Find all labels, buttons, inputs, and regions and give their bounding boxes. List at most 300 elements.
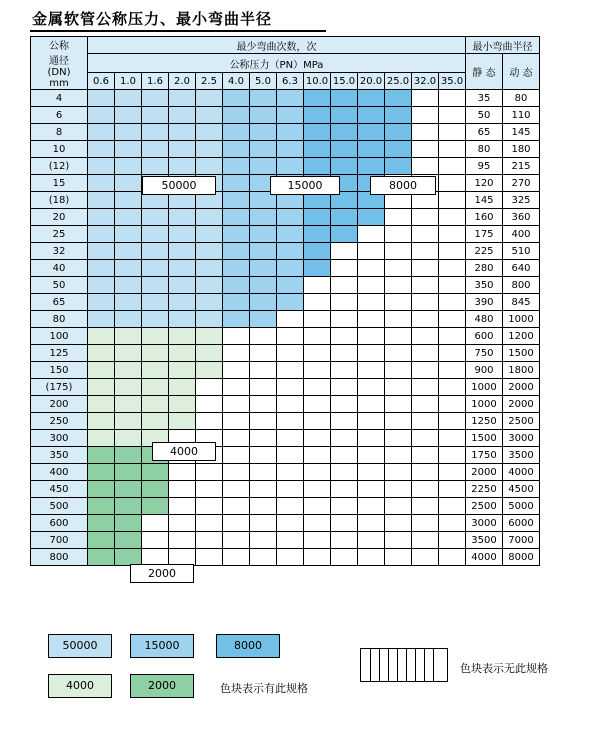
cell-available — [196, 209, 223, 226]
table-body — [31, 90, 540, 566]
header-row-pn-values — [31, 73, 540, 90]
header-pn-value: 15.0 — [331, 73, 358, 90]
table-row — [31, 481, 540, 498]
table-row — [31, 362, 540, 379]
cell-available — [358, 141, 385, 158]
cell-unavailable — [412, 243, 439, 260]
cell-available — [142, 209, 169, 226]
cell-unavailable — [358, 498, 385, 515]
cell-unavailable — [223, 362, 250, 379]
cell-available — [115, 447, 142, 464]
cell-unavailable — [439, 549, 466, 566]
cell-available — [304, 243, 331, 260]
cell-available — [250, 124, 277, 141]
cell-available — [115, 277, 142, 294]
header-pn-value: 2.0 — [169, 73, 196, 90]
cell-unavailable — [331, 447, 358, 464]
cell-dn: 20 — [31, 209, 88, 226]
cell-unavailable — [412, 209, 439, 226]
cell-unavailable — [223, 328, 250, 345]
cell-unavailable — [277, 362, 304, 379]
cell-radius-static: 120 — [466, 175, 503, 192]
cell-unavailable — [223, 396, 250, 413]
cell-radius-static: 65 — [466, 124, 503, 141]
cell-unavailable — [196, 464, 223, 481]
cell-unavailable — [439, 328, 466, 345]
cell-unavailable — [439, 481, 466, 498]
legend-swatch-none — [360, 648, 448, 682]
cell-unavailable — [358, 277, 385, 294]
cell-unavailable — [358, 260, 385, 277]
cell-radius-dynamic: 2000 — [503, 379, 540, 396]
cell-available — [385, 124, 412, 141]
cell-unavailable — [304, 532, 331, 549]
cell-unavailable — [277, 447, 304, 464]
cell-unavailable — [331, 549, 358, 566]
cell-available — [277, 209, 304, 226]
cell-unavailable — [439, 175, 466, 192]
legend-swatch-8000: 8000 — [216, 634, 280, 658]
cell-available — [115, 294, 142, 311]
cell-dn: 350 — [31, 447, 88, 464]
header-pn-value: 1.6 — [142, 73, 169, 90]
cell-unavailable — [439, 90, 466, 107]
cell-unavailable — [223, 481, 250, 498]
cell-unavailable — [412, 260, 439, 277]
cell-unavailable — [439, 158, 466, 175]
cell-available — [250, 90, 277, 107]
cell-unavailable — [412, 277, 439, 294]
cell-unavailable — [331, 362, 358, 379]
cell-radius-static: 160 — [466, 209, 503, 226]
cell-radius-dynamic: 325 — [503, 192, 540, 209]
header-radius-dynamic: 动 态 — [503, 54, 540, 90]
cell-unavailable — [412, 226, 439, 243]
cell-unavailable — [331, 277, 358, 294]
cell-available — [169, 141, 196, 158]
cell-unavailable — [385, 209, 412, 226]
cell-available — [196, 226, 223, 243]
header-pn-value: 25.0 — [385, 73, 412, 90]
header-dn-line-2: 通径 — [49, 56, 69, 67]
cell-dn: 8 — [31, 124, 88, 141]
cell-radius-static: 175 — [466, 226, 503, 243]
cell-available — [115, 498, 142, 515]
cell-available — [142, 328, 169, 345]
table-row — [31, 413, 540, 430]
cell-radius-dynamic: 215 — [503, 158, 540, 175]
cell-available — [169, 379, 196, 396]
cell-available — [115, 379, 142, 396]
cell-unavailable — [439, 209, 466, 226]
cell-available — [88, 243, 115, 260]
cell-unavailable — [412, 379, 439, 396]
cell-unavailable — [412, 294, 439, 311]
cell-unavailable — [358, 515, 385, 532]
cell-unavailable — [385, 498, 412, 515]
cell-available — [304, 158, 331, 175]
cell-unavailable — [358, 481, 385, 498]
cell-unavailable — [142, 515, 169, 532]
cell-available — [88, 90, 115, 107]
cell-radius-static: 280 — [466, 260, 503, 277]
cell-available — [169, 413, 196, 430]
cell-dn: 250 — [31, 413, 88, 430]
cell-unavailable — [223, 430, 250, 447]
cell-available — [169, 294, 196, 311]
cell-dn: 500 — [31, 498, 88, 515]
cell-radius-dynamic: 2000 — [503, 396, 540, 413]
cell-unavailable — [412, 345, 439, 362]
cell-available — [304, 124, 331, 141]
cell-available — [88, 396, 115, 413]
table-row — [31, 158, 540, 175]
cell-available — [142, 413, 169, 430]
cell-unavailable — [169, 515, 196, 532]
cell-available — [223, 192, 250, 209]
cell-dn: 300 — [31, 430, 88, 447]
cell-dn: 50 — [31, 277, 88, 294]
cell-unavailable — [304, 481, 331, 498]
cell-unavailable — [250, 447, 277, 464]
cell-radius-dynamic: 845 — [503, 294, 540, 311]
cell-unavailable — [439, 413, 466, 430]
cell-available — [358, 158, 385, 175]
cell-available — [88, 209, 115, 226]
cell-unavailable — [304, 447, 331, 464]
cell-unavailable — [304, 345, 331, 362]
cell-dn: (175) — [31, 379, 88, 396]
legend-swatch-15000: 15000 — [130, 634, 194, 658]
cell-available — [115, 362, 142, 379]
cell-available — [196, 158, 223, 175]
cell-available — [385, 90, 412, 107]
cell-radius-static: 1250 — [466, 413, 503, 430]
cell-unavailable — [250, 396, 277, 413]
cell-available — [88, 141, 115, 158]
header-pn-value: 1.0 — [115, 73, 142, 90]
cell-available — [169, 209, 196, 226]
cell-available — [277, 226, 304, 243]
cell-radius-static: 35 — [466, 90, 503, 107]
cell-unavailable — [385, 328, 412, 345]
cell-available — [385, 107, 412, 124]
header-dn — [31, 37, 88, 90]
cell-available — [250, 226, 277, 243]
cell-unavailable — [385, 549, 412, 566]
cell-radius-dynamic: 180 — [503, 141, 540, 158]
cell-unavailable — [385, 379, 412, 396]
cell-unavailable — [304, 396, 331, 413]
cell-unavailable — [304, 464, 331, 481]
cell-unavailable — [412, 498, 439, 515]
cell-available — [250, 107, 277, 124]
cell-unavailable — [385, 430, 412, 447]
cell-unavailable — [385, 447, 412, 464]
cell-available — [142, 396, 169, 413]
cell-available — [115, 243, 142, 260]
overlay-8000: 8000 — [370, 176, 436, 195]
cell-unavailable — [439, 243, 466, 260]
cell-available — [142, 124, 169, 141]
cell-unavailable — [277, 481, 304, 498]
cell-unavailable — [331, 260, 358, 277]
cell-available — [196, 345, 223, 362]
cell-unavailable — [439, 379, 466, 396]
cell-dn: 450 — [31, 481, 88, 498]
cell-available — [223, 243, 250, 260]
cell-unavailable — [196, 396, 223, 413]
cell-radius-dynamic: 80 — [503, 90, 540, 107]
cell-available — [277, 107, 304, 124]
spec-table — [30, 36, 540, 566]
cell-available — [331, 107, 358, 124]
cell-unavailable — [331, 311, 358, 328]
cell-available — [88, 124, 115, 141]
cell-unavailable — [439, 260, 466, 277]
cell-available — [196, 260, 223, 277]
cell-radius-dynamic: 7000 — [503, 532, 540, 549]
cell-radius-static: 1000 — [466, 396, 503, 413]
cell-available — [223, 311, 250, 328]
cell-available — [115, 226, 142, 243]
cell-available — [142, 464, 169, 481]
cell-unavailable — [385, 396, 412, 413]
cell-radius-dynamic: 1000 — [503, 311, 540, 328]
table-row — [31, 260, 540, 277]
cell-radius-dynamic: 110 — [503, 107, 540, 124]
cell-dn: 400 — [31, 464, 88, 481]
cell-radius-dynamic: 2500 — [503, 413, 540, 430]
cell-available — [169, 362, 196, 379]
cell-unavailable — [439, 464, 466, 481]
cell-unavailable — [385, 345, 412, 362]
cell-available — [142, 362, 169, 379]
cell-unavailable — [331, 328, 358, 345]
cell-unavailable — [385, 311, 412, 328]
cell-radius-static: 1750 — [466, 447, 503, 464]
cell-available — [142, 90, 169, 107]
cell-radius-static: 2250 — [466, 481, 503, 498]
cell-unavailable — [439, 532, 466, 549]
cell-unavailable — [277, 515, 304, 532]
cell-unavailable — [439, 362, 466, 379]
cell-unavailable — [142, 549, 169, 566]
cell-available — [331, 90, 358, 107]
cell-unavailable — [331, 396, 358, 413]
cell-unavailable — [304, 277, 331, 294]
cell-available — [169, 124, 196, 141]
cell-radius-static: 1500 — [466, 430, 503, 447]
cell-unavailable — [412, 481, 439, 498]
table-row — [31, 515, 540, 532]
cell-unavailable — [277, 379, 304, 396]
cell-unavailable — [385, 532, 412, 549]
cell-unavailable — [250, 379, 277, 396]
cell-available — [142, 107, 169, 124]
cell-unavailable — [358, 362, 385, 379]
cell-available — [277, 294, 304, 311]
header-radius: 最小弯曲半径 — [466, 37, 540, 54]
header-pn-value: 10.0 — [304, 73, 331, 90]
cell-available — [331, 158, 358, 175]
header-pn-value: 32.0 — [412, 73, 439, 90]
cell-available — [250, 277, 277, 294]
cell-available — [169, 158, 196, 175]
cell-unavailable — [277, 464, 304, 481]
cell-available — [88, 328, 115, 345]
cell-unavailable — [196, 379, 223, 396]
cell-unavailable — [250, 328, 277, 345]
cell-unavailable — [304, 549, 331, 566]
header-row-2 — [31, 54, 540, 73]
cell-unavailable — [439, 447, 466, 464]
cell-unavailable — [358, 464, 385, 481]
overlay-2000: 2000 — [130, 564, 194, 583]
cell-unavailable — [385, 464, 412, 481]
cell-available — [250, 311, 277, 328]
cell-available — [142, 294, 169, 311]
cell-radius-dynamic: 1800 — [503, 362, 540, 379]
cell-unavailable — [412, 362, 439, 379]
overlay-15000: 15000 — [270, 176, 340, 195]
cell-available — [358, 124, 385, 141]
cell-unavailable — [385, 260, 412, 277]
cell-available — [196, 311, 223, 328]
legend-swatch-2000: 2000 — [130, 674, 194, 698]
cell-radius-dynamic: 6000 — [503, 515, 540, 532]
header-pn-value: 0.6 — [88, 73, 115, 90]
cell-unavailable — [196, 549, 223, 566]
cell-unavailable — [142, 532, 169, 549]
cell-unavailable — [196, 498, 223, 515]
cell-unavailable — [250, 532, 277, 549]
cell-unavailable — [304, 362, 331, 379]
cell-unavailable — [412, 515, 439, 532]
cell-available — [250, 294, 277, 311]
cell-radius-dynamic: 640 — [503, 260, 540, 277]
header-dn-line-3: (DN) — [47, 67, 71, 78]
cell-radius-static: 600 — [466, 328, 503, 345]
cell-unavailable — [385, 481, 412, 498]
header-dn-line-1: 公称 — [49, 41, 69, 52]
cell-available — [115, 192, 142, 209]
cell-radius-static: 350 — [466, 277, 503, 294]
cell-unavailable — [358, 345, 385, 362]
cell-radius-static: 145 — [466, 192, 503, 209]
cell-unavailable — [169, 464, 196, 481]
cell-available — [142, 243, 169, 260]
cell-unavailable — [223, 413, 250, 430]
cell-unavailable — [358, 532, 385, 549]
table-row — [31, 430, 540, 447]
cell-unavailable — [196, 481, 223, 498]
cell-unavailable — [412, 447, 439, 464]
cell-available — [250, 243, 277, 260]
cell-available — [115, 107, 142, 124]
table-row — [31, 396, 540, 413]
cell-available — [115, 413, 142, 430]
cell-available — [115, 515, 142, 532]
header-pn-value: 5.0 — [250, 73, 277, 90]
cell-available — [115, 430, 142, 447]
cell-available — [250, 141, 277, 158]
cell-unavailable — [250, 413, 277, 430]
cell-available — [142, 226, 169, 243]
cell-unavailable — [304, 294, 331, 311]
table-row — [31, 243, 540, 260]
cell-radius-dynamic: 400 — [503, 226, 540, 243]
table-row — [31, 124, 540, 141]
cell-unavailable — [412, 141, 439, 158]
cell-available — [88, 515, 115, 532]
overlay-50000: 50000 — [142, 176, 216, 195]
cell-unavailable — [223, 345, 250, 362]
cell-unavailable — [250, 464, 277, 481]
cell-available — [277, 124, 304, 141]
table-row — [31, 498, 540, 515]
cell-available — [88, 464, 115, 481]
cell-dn: 600 — [31, 515, 88, 532]
cell-unavailable — [331, 532, 358, 549]
cell-radius-static: 80 — [466, 141, 503, 158]
cell-available — [88, 158, 115, 175]
cell-available — [115, 90, 142, 107]
cell-unavailable — [412, 413, 439, 430]
cell-unavailable — [439, 311, 466, 328]
cell-unavailable — [169, 532, 196, 549]
cell-available — [196, 362, 223, 379]
cell-available — [304, 226, 331, 243]
cell-unavailable — [358, 243, 385, 260]
cell-radius-static: 390 — [466, 294, 503, 311]
cell-available — [223, 175, 250, 192]
cell-available — [115, 141, 142, 158]
cell-unavailable — [331, 413, 358, 430]
cell-unavailable — [277, 396, 304, 413]
cell-available — [115, 464, 142, 481]
cell-available — [304, 141, 331, 158]
cell-radius-static: 750 — [466, 345, 503, 362]
cell-unavailable — [412, 107, 439, 124]
cell-available — [142, 481, 169, 498]
cell-dn: 4 — [31, 90, 88, 107]
cell-available — [142, 311, 169, 328]
header-pn-value: 6.3 — [277, 73, 304, 90]
cell-radius-dynamic: 4000 — [503, 464, 540, 481]
table-row — [31, 379, 540, 396]
title-underline — [30, 30, 326, 32]
cell-dn: 200 — [31, 396, 88, 413]
cell-dn: 800 — [31, 549, 88, 566]
cell-unavailable — [331, 464, 358, 481]
cell-available — [169, 277, 196, 294]
cell-available — [223, 277, 250, 294]
cell-radius-dynamic: 3000 — [503, 430, 540, 447]
cell-available — [223, 107, 250, 124]
cell-unavailable — [358, 430, 385, 447]
cell-unavailable — [250, 549, 277, 566]
cell-available — [88, 379, 115, 396]
cell-unavailable — [304, 498, 331, 515]
cell-unavailable — [196, 532, 223, 549]
cell-available — [250, 260, 277, 277]
cell-radius-static: 4000 — [466, 549, 503, 566]
cell-available — [88, 311, 115, 328]
cell-available — [169, 311, 196, 328]
cell-available — [115, 124, 142, 141]
overlay-4000: 4000 — [152, 442, 216, 461]
